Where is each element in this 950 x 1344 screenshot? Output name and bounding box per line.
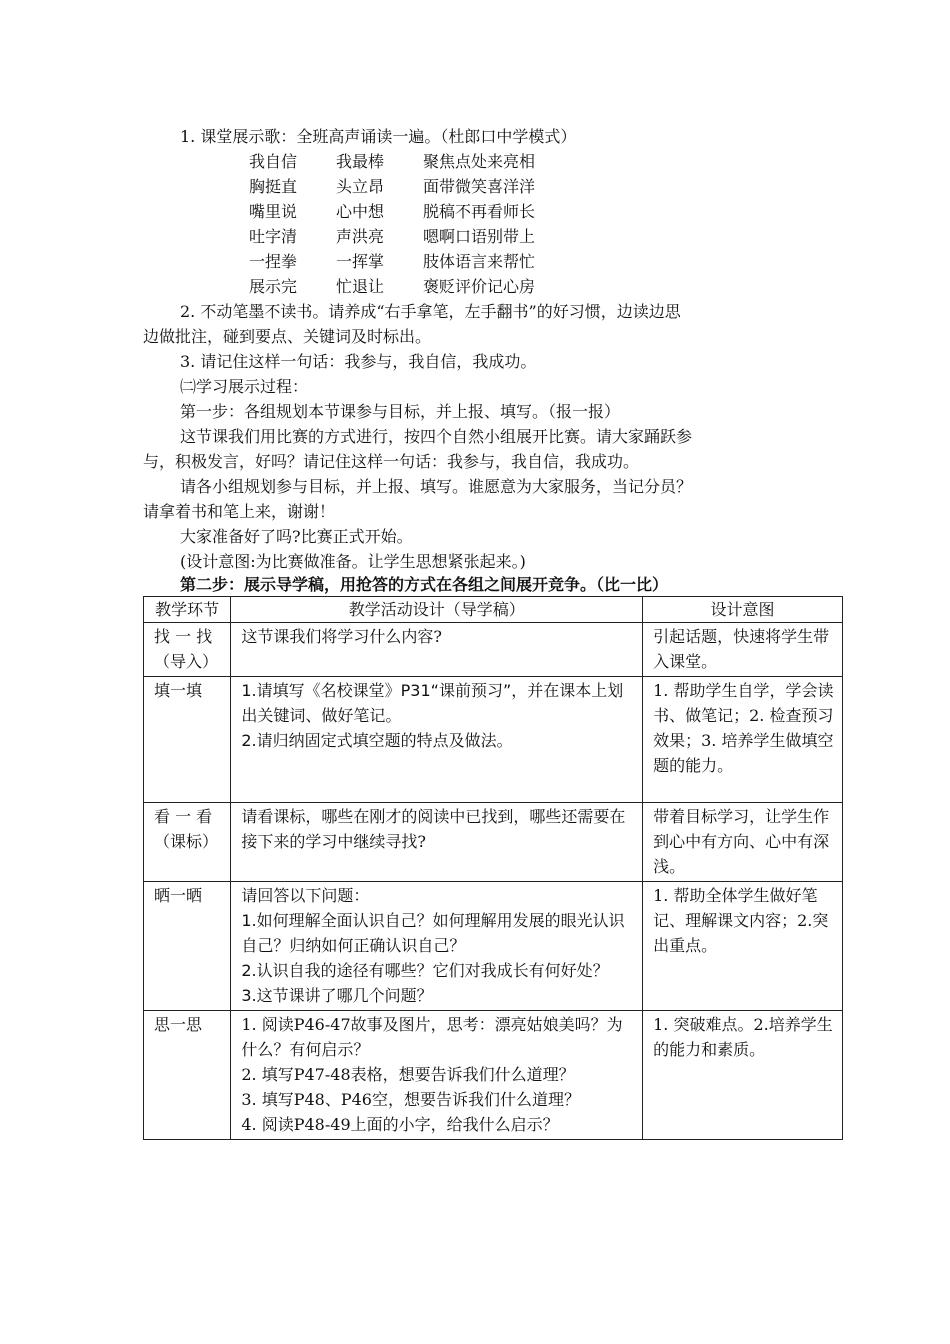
activity-cell: 1. 阅读P46-47故事及图片，思考：漂亮姑娘美吗？为什么？有何启示？ 2. 填写P47-48表格，想要告诉我们什么道理？ 3. 填写P48、P46空，想要告诉我们什么道理？ 4. 阅读P48-49上面的小字，给我什么启示？ (231, 1011, 643, 1140)
table-header-cell: 教学环节 (144, 597, 231, 623)
activity-cell: 这节课我们将学习什么内容? (231, 623, 643, 677)
table-row (144, 803, 843, 882)
activity-cell: 请看课标，哪些在刚才的阅读中已找到，哪些还需要在接下来的学习中继续寻找? (231, 803, 643, 882)
lesson-table (143, 596, 843, 1140)
design-intent-note: (设计意图:为比赛做准备。让学生思想紧张起来。) (180, 552, 526, 571)
section-cell: 思一思 (144, 1011, 231, 1140)
step-1: 第一步：各组规划本节课参与目标，并上报、填写。（报一报） (180, 402, 621, 421)
table-header-row (144, 597, 843, 623)
classroom-song (143, 149, 843, 299)
section-cell: 晒一晒 (144, 882, 231, 1011)
document-content (143, 124, 843, 1140)
table-header-cell: 设计意图 (643, 597, 843, 623)
table-row (144, 623, 843, 677)
table-row (144, 677, 843, 803)
intro-item-2-line-1: 2. 不动笔墨不读书。请养成“右手拿笔，左手翻书”的好习惯，边读边思 (180, 302, 681, 321)
intent-cell: 1. 帮助学生自学，学会读书、做笔记；2. 检查预习效果；3. 培养学生做填空题的能力。 (643, 677, 843, 803)
intro-item-1: 1. 课堂展示歌：全班高声诵读一遍。（杜郎口中学模式） (180, 127, 577, 146)
paragraph-2-line-1: 请各小组规划参与目标，并上报、填写。谁愿意为大家服务，当记分员？ (180, 477, 693, 496)
song-line: 我自信 我最棒 聚焦点处来亮相 (249, 152, 536, 171)
intro-item-2-line-2: 边做批注，碰到要点、关键词及时标出。 (143, 327, 432, 346)
song-line: 嘴里说 心中想 脱稿不再看师长 (249, 202, 536, 221)
activity-cell: 1.请填写《名校课堂》P31“课前预习”，并在课本上划出关键词、做好笔记。 2.请归纳固定式填空题的特点及做法。 (231, 677, 643, 803)
section-cell: 填一填 (144, 677, 231, 803)
table-header-cell: 教学活动设计（导学稿） (231, 597, 643, 623)
intent-cell: 带着目标学习，让学生作到心中有方向、心中有深浅。 (643, 803, 843, 882)
paragraph-3: 大家准备好了吗?比赛正式开始。 (180, 527, 413, 546)
table-row (144, 882, 843, 1011)
song-line: 展示完 忙退让 褒贬评价记心房 (249, 277, 536, 296)
step-2: 第二步：展示导学稿，用抢答的方式在各组之间展开竞争。（比一比） (180, 575, 669, 594)
intro-item-3: 3. 请记住这样一句话：我参与，我自信，我成功。 (180, 352, 537, 371)
paragraph-2-line-2: 请拿着书和笔上来，谢谢！ (143, 502, 336, 521)
table-row (144, 1011, 843, 1140)
song-line: 吐字清 声洪亮 嗯啊口语别带上 (249, 227, 536, 246)
activity-cell: 请回答以下问题： 1.如何理解全面认识自己？如何理解用发展的眼光认识自己？归纳如何正确认识自己？ 2.认识自我的途径有哪些？它们对我成长有何好处？ 3.这节课讲了哪几个问题？ (231, 882, 643, 1011)
paragraph-1-line-2: 与，积极发言，好吗？请记住这样一句话：我参与，我自信，我成功。 (143, 452, 640, 471)
song-line: 胸挺直 头立昂 面带微笑喜洋洋 (249, 177, 536, 196)
paragraph-1-line-1: 这节课我们用比赛的方式进行，按四个自然小组展开比赛。请大家踊跃参 (180, 427, 693, 446)
section-cell: 找 一 找 （导入） (144, 623, 231, 677)
intent-cell: 1. 帮助全体学生做好笔记、理解课文内容；2.突出重点。 (643, 882, 843, 1011)
process-heading: ㈡学习展示过程： (180, 377, 309, 396)
intent-cell: 引起话题，快速将学生带入课堂。 (643, 623, 843, 677)
song-line: 一捏拳 一挥掌 肢体语言来帮忙 (249, 252, 536, 271)
section-cell: 看 一 看 （课标） (144, 803, 231, 882)
intent-cell: 1. 突破难点。2.培养学生的能力和素质。 (643, 1011, 843, 1140)
